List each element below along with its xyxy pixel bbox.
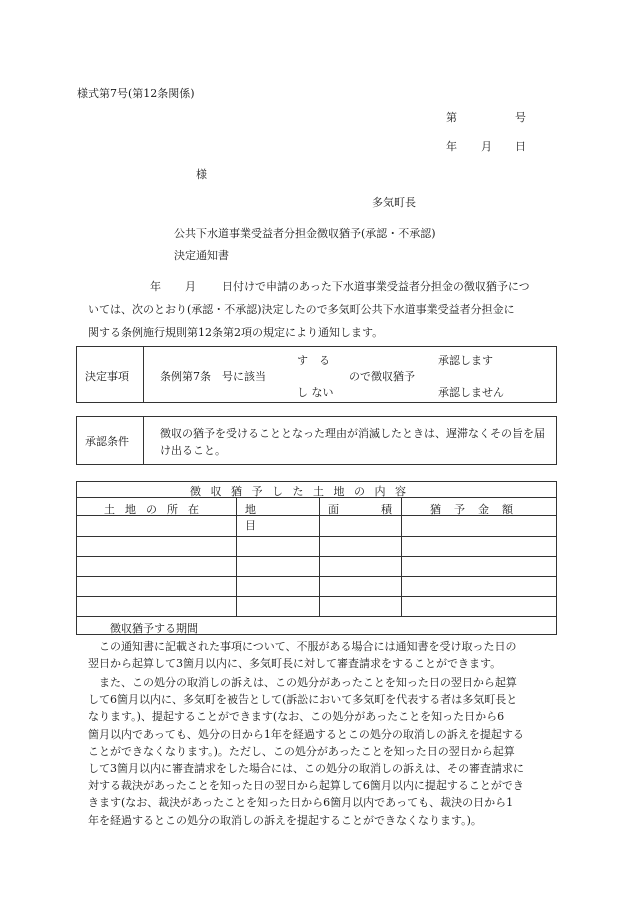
intro-line1: 日付けで申請のあった下水道事業受益者分担金の徴収猶予につ — [222, 280, 530, 293]
decision-label: 決定事項 — [85, 370, 129, 383]
date-day: 日 — [515, 140, 526, 153]
notice-line: きます(なお、裁決があったことを知った日から6箇月以内であっても、裁決の日から1 — [88, 796, 514, 810]
notice-line: 翌日から起算して3箇月以内に、多気町長に対して審査請求をすることができます。 — [88, 657, 502, 671]
condition-line1: 徴収の猶予を受けることとなった理由が消滅したときは、遅滞なくその旨を届 — [160, 427, 545, 440]
addressee-suffix: 様 — [196, 168, 207, 181]
doc-no-suffix: 号 — [515, 111, 526, 124]
intro-year: 年 — [150, 280, 161, 293]
date-year: 年 — [446, 140, 457, 153]
divider — [76, 596, 557, 597]
decision-disapprove: 承認しません — [438, 386, 504, 399]
column-header-location: 土地の所在 — [104, 503, 209, 516]
notice-line: この通知書に記載された事項について、不服がある場合には通知書を受け取った日の — [88, 640, 517, 653]
intro-line3: 関する条例施行規則第12条第2項の規定により通知します。 — [88, 326, 384, 339]
notice-line: ことができなくなります。)。ただし、この処分があったことを知った日の翌日から起算 — [88, 744, 515, 758]
document-title: 公共下水道事業受益者分担金徴収猶予(承認・不承認) — [174, 227, 436, 240]
divider — [76, 616, 557, 617]
intro-month: 月 — [185, 280, 196, 293]
notice-review-request — [88, 638, 544, 672]
notice-lawsuit — [88, 674, 544, 829]
divider — [236, 497, 237, 616]
divider — [76, 536, 557, 537]
notice-line: 箇月以内であっても、処分の日から1年を経過するとこの処分の取消しの訴えを提起する — [88, 727, 524, 741]
intro-line2: いては、次のとおり(承認・不承認)決定したので多気町公共下水道事業受益者分担金に — [88, 303, 515, 316]
document-title-line2: 決定通知書 — [174, 249, 229, 262]
notice-line: なります。)、提起することができます(なお、この処分があったことを知った日から6 — [88, 710, 505, 724]
decision-approve: 承認します — [438, 354, 493, 367]
date-month: 月 — [481, 140, 492, 153]
notice-line: して6箇月以内に、多気町を被告として(訴訟において多気町を代表する者は多気町長と — [88, 693, 518, 707]
divider — [143, 416, 144, 465]
column-header-amount: 猶予金額 — [430, 503, 526, 516]
land-table-heading: 徴収猶予した土地の内容 — [190, 485, 416, 498]
divider — [319, 497, 320, 616]
divider — [76, 556, 557, 557]
condition-label: 承認条件 — [85, 435, 129, 448]
doc-no-prefix: 第 — [446, 111, 457, 124]
notice-line: 年を経過するとこの処分の取消しの訴えを提起することができなくなります。)。 — [88, 813, 482, 827]
decision-middle: ので徴収猶予 — [349, 370, 415, 383]
column-header-area: 面積 — [328, 503, 434, 516]
decision-suru: す る — [297, 354, 330, 367]
form-id: 様式第7号(第12条関係) — [77, 87, 195, 100]
column-header-land-category — [245, 501, 311, 533]
notice-line: して3箇月以内に審査請求をした場合には、この処分の取消しの訴えは、その審査請求に — [88, 762, 524, 776]
notice-line: 対する裁決があったことを知った日の翌日から起算して6箇月以内に提起することができ — [88, 779, 524, 793]
column-header-land-category-text: 地目 — [245, 503, 300, 532]
divider — [143, 346, 144, 403]
divider — [76, 576, 557, 577]
notice-line: また、この処分の取消しの訴えは、この処分があったことを知った日の翌日から起算 — [88, 676, 517, 689]
period-label: 徴収猶予する期間 — [110, 622, 198, 635]
condition-line2: け出ること。 — [160, 444, 226, 457]
issuer: 多気町長 — [372, 196, 416, 209]
decision-shinai: し ない — [297, 386, 334, 399]
decision-article: 条例第7条 号に該当 — [160, 370, 266, 383]
